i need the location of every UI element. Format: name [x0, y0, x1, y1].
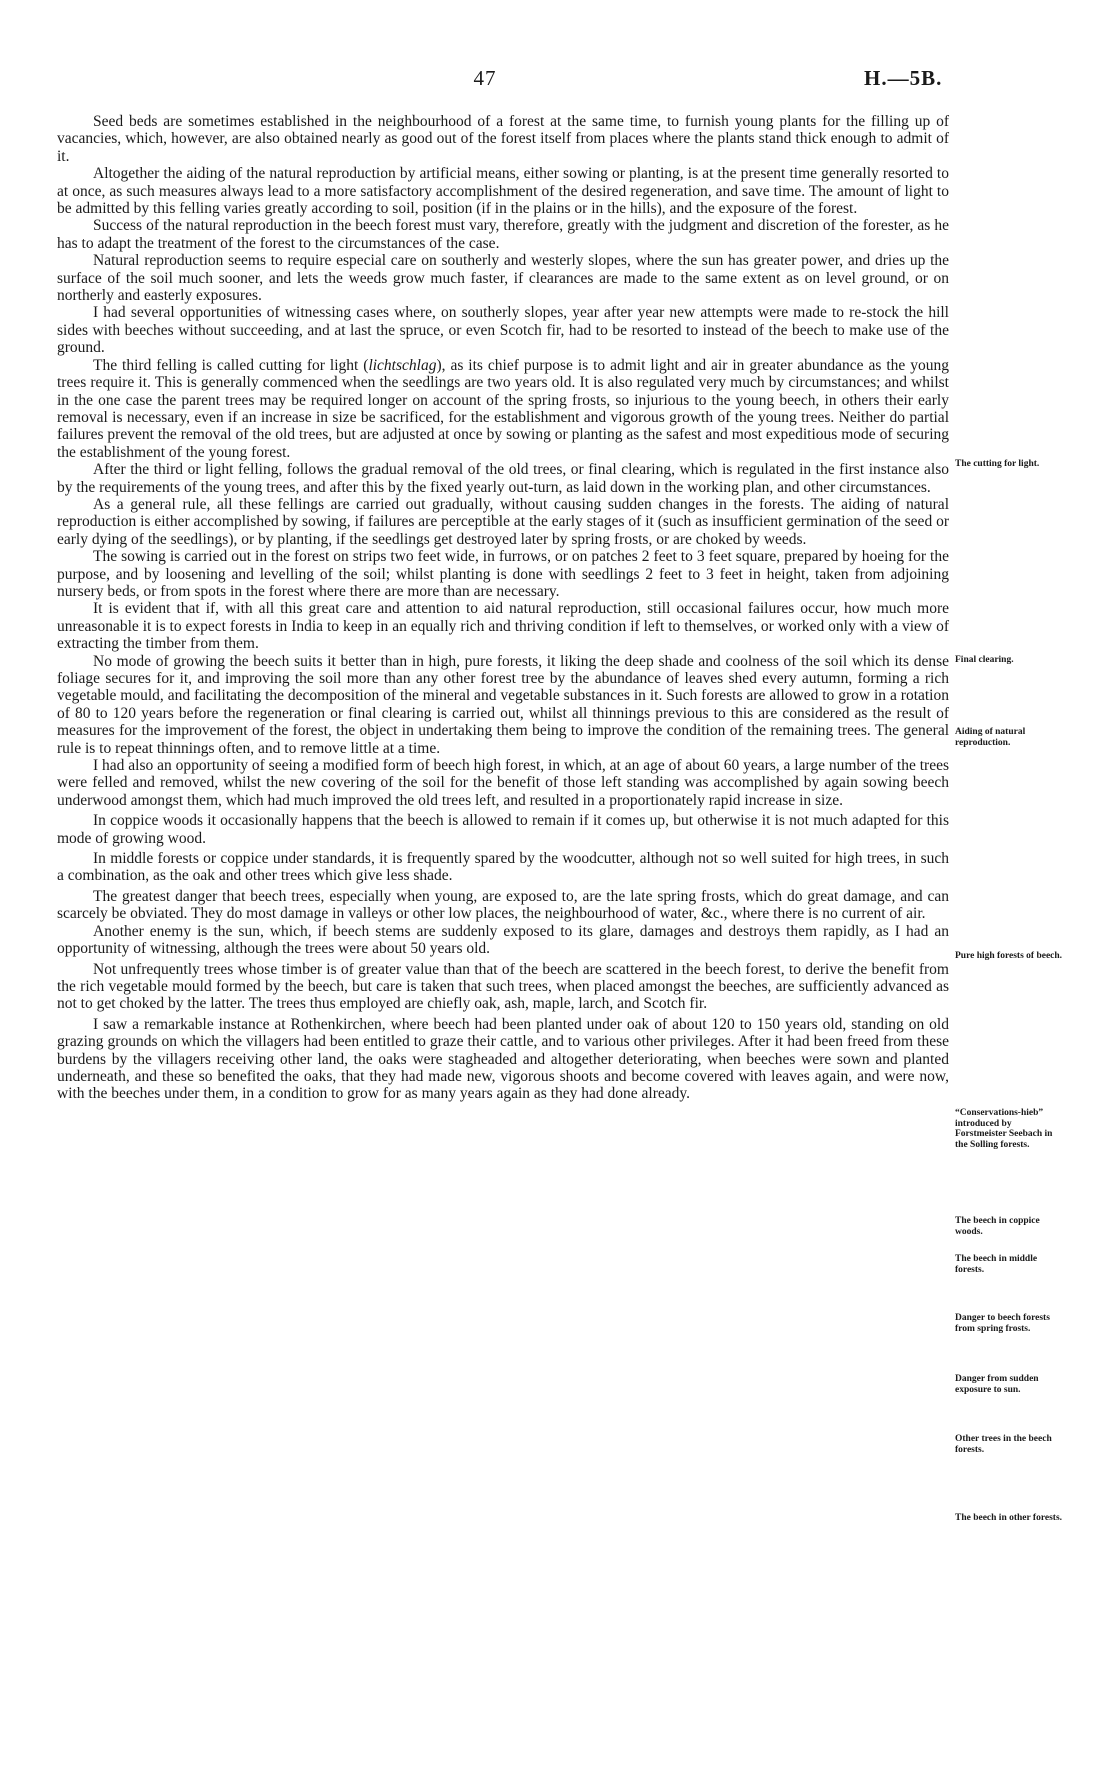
paragraph: Natural reproduction seems to require especial care on southerly and westerly slopes, where the sun has greater power, and dries up the surface of the soil much sooner, and lets the weeds grow much faster, if clearances are made to the same extent as on level ground, or on northerly and easterly exposures.: [57, 252, 949, 305]
paragraph: Altogether the aiding of the natural reproduction by artificial means, either sowing or planting, is at the present time generally resorted to at once, as such measures always lead to a more satisfactory accomplishment of the desired regeneration, and save time. The amount of light to be admitted by this felling varies greatly according to soil, position (if in the plains or in the hills), and the exposure of the forest.: [57, 165, 949, 218]
paragraph-third-felling: [57, 357, 949, 461]
paragraph: I saw a remarkable instance at Rothenkirchen, where beech had been planted under oak of about 120 to 150 years old, standing on old grazing grounds on which the villagers had been entitled to graze their cattle, and to various other privileges. After it had been freed from these burdens by the villagers receiving other land, the oaks were stagheaded and altogether deteriorating, when beeches were sown and planted underneath, and these so benefited the oaks, that they had made new, vigorous shoots and become covered with leaves again, and were now, with the beeches under them, in a condition to grow for as many years again as they had done already.: [57, 1015, 949, 1103]
page-number: 47: [473, 66, 497, 90]
margin-note-coppice-woods: The beech in coppice woods.: [955, 1216, 1040, 1237]
margin-note-other-forests: The beech in other forests.: [955, 1513, 1063, 1523]
margin-note-conservationshieb: “Conservations-hieb” introduced by Forstmeister Seebach in the Solling forests.: [955, 1108, 1053, 1150]
margin-note-final-clearing: Final clearing.: [955, 655, 1014, 665]
paragraph: Success of the natural reproduction in the beech forest must vary, therefore, greatly with the judgment and discretion of the forester, as he has to adapt the treatment of the forest to the circumstances of the case.: [57, 217, 949, 252]
margin-note-middle-forests: The beech in middle forests.: [955, 1254, 1038, 1275]
paragraph: I had also an opportunity of seeing a modified form of beech high forest, in which, at an age of about 60 years, a large number of the trees were felled and removed, whilst the new covering of the soil for the benefit of those left standing was accomplished by again sowing beech underwood amongst them, which had much improved the old trees left, and resulted in a proportionately rapid increase in size.: [57, 757, 949, 809]
margin-note-pure-high-forests: Pure high forests of beech.: [955, 951, 1063, 961]
margin-note-other-trees: Other trees in the beech forests.: [955, 1434, 1052, 1455]
page-reference: H.—5B.: [864, 66, 943, 90]
third-felling-body: as its chief purpose is to admit light and air in greater abundance as the young trees require it. This is generally commenced when the seedlings are two years old. It is also regulated very much by circumstances; and whilst in the one case the parent trees may be required longer on account of the spring frosts, so injurious to the young beech, in others their early removal is necessary, even if an increase in size be sacrificed, for the establishment and vigorous growth of the young trees. Neither do partial failures prevent the removal of the old trees, but are adjusted at once by sowing or planting as the safest and most expeditious mode of securing the establishment of the young forest.: [57, 356, 949, 461]
paragraph: As a general rule, all these fellings are carried out gradually, without causing sudden changes in the forests. The aiding of natural reproduction is either accomplished by sowing, if failures are perceptible at the early stages of it (such as insufficient germination of the seed or early dying of the seedlings), or by planting, if the seedlings get destroyed later by spring frosts, or are choked by weeds.: [57, 495, 949, 548]
margin-note-sun-exposure: Danger from sudden exposure to sun.: [955, 1374, 1039, 1395]
paragraph: The sowing is carried out in the forest on strips two feet wide, in furrows, or on patches 2 feet to 3 feet square, prepared by hoeing for the purpose, and by loosening and levelling of the soil; whilst planting is done with seedlings 2 feet to 3 feet in height, taken from adjoining nursery beds, or from spots in the forest where there are more than are necessary.: [57, 548, 949, 600]
margin-note-cutting-for-light: The cutting for light.: [955, 459, 1040, 469]
paragraph: Not unfrequently trees whose timber is of greater value than that of the beech are scattered in the beech forest, to derive the benefit from the rich vegetable mould formed by the beech, but care is taken that such trees, when placed amongst the beeches, are sufficiently advanced as not to get choked by the latter. The trees thus employed are chiefly oak, ash, maple, larch, and Scotch fir.: [57, 960, 949, 1013]
paragraph: Another enemy is the sun, which, if beech stems are suddenly exposed to its glare, damages and destroys them rapidly, as I had an opportunity of witnessing, although the trees were about 50 years old.: [57, 922, 949, 958]
lichtschlag-term: lichtschlag: [368, 356, 437, 374]
third-felling-tail: ),: [436, 356, 451, 374]
paragraph: I had several opportunities of witnessing cases where, on southerly slopes, year after year new attempts were made to re-stock the hill sides with beeches without succeeding, and at last the spruce, or even Scotch fir, had to be resorted to instead of the beech to make use of the ground.: [57, 304, 949, 357]
paragraph: No mode of growing the beech suits it better than in high, pure forests, it liking the deep shade and coolness of the soil which its dense foliage secures for it, and improving the soil more than any other forest tree by the abundance of leaves shed every autumn, forming a rich vegetable mould, and facilitating the decomposition of the mineral and vegetable substances in it. Such forests are allowed to grow in a rotation of 80 to 120 years before the regeneration or final clearing is carried out, whilst all thinnings previous to this are considered as the result of measures for the improvement of the forest, the object in undertaking them being to improve the condition of the remaining trees. The general rule is to repeat thinnings often, and to remove little at a time.: [57, 652, 949, 757]
margin-note-spring-frosts: Danger to beech forests from spring frosts.: [955, 1313, 1050, 1334]
paragraph: It is evident that if, with all this great care and attention to aid natural reproduction, still occasional failures occur, how much more unreasonable it is to expect forests in India to keep in an equally rich and thriving condition if left to themselves, or worked only with a view of extracting the timber from them.: [57, 600, 949, 653]
paragraph: In coppice woods it occasionally happens that the beech is allowed to remain if it comes up, but otherwise it is not much adapted for this mode of growing wood.: [57, 812, 949, 847]
body-text: [57, 113, 949, 1103]
paragraph: Seed beds are sometimes established in the neighbourhood of a forest at the same time, to furnish young plants for the filling up of vacancies, which, however, are also obtained nearly as good out of the forest itself from places where the plants stand thick enough to admit of it.: [57, 113, 949, 165]
third-felling-lead: The third felling is called cutting for light (: [93, 356, 369, 374]
paragraph: The greatest danger that beech trees, especially when young, are exposed to, are the late spring frosts, which do great damage, and can scarcely be obviated. They do most damage in valleys or other low places, the neighbourhood of water, &c., where there is no current of air.: [57, 887, 949, 923]
margin-note-aiding-reproduction: Aiding of natural reproduction.: [955, 727, 1026, 748]
paragraph: In middle forests or coppice under standards, it is frequently spared by the woodcutter, although not so well suited for high trees, in such a combination, as the oak and other trees which give less shade.: [57, 850, 949, 885]
paragraph: After the third or light felling, follows the gradual removal of the old trees, or final clearing, which is regulated in the first instance also by the requirements of the young trees, and after this by the fixed yearly out-turn, as laid down in the working plan, and other circumstances.: [57, 461, 949, 496]
